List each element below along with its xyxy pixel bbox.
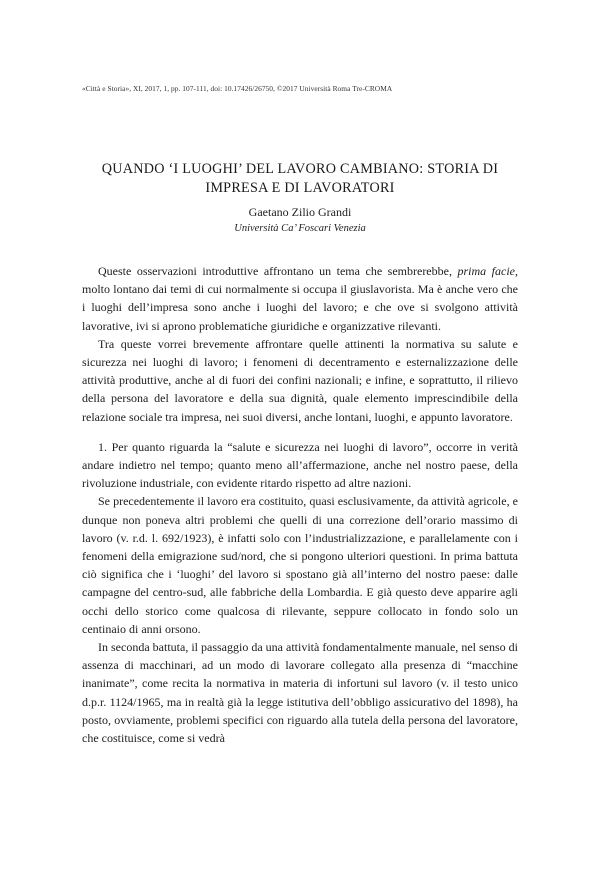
article-body <box>82 262 518 747</box>
running-head-citation: «Città e Storia», XI, 2017, 1, pp. 107-111, doi: 10.17426/26750, ©2017 Università Roma Tre-CROMA <box>82 84 393 93</box>
author-affiliation: Università Ca’ Foscari Venezia <box>234 223 366 234</box>
paragraph-topics: Tra queste vorrei brevemente affrontare quelle attinenti la normativa su salute e sicurezza nei luoghi di lavoro; i fenomeni di decentramento e esternalizzazione delle attività produttive, anche al di fuori dei confini nazionali; e infine, e soprattutto, il rilievo della persona del lavoratore e della sua dignità, quale elemento imprescindibile della relazione sociale tra impresa, nei suoi diversi, anche lontani, luoghi, e appunto lavoratore. <box>82 336 518 424</box>
paragraph-intro-after: , molto lontano dai temi di cui normalmente si occupa il giuslavorista. Ma è anche vero che i luoghi dell’impresa sono anche i luoghi del lavoro; e che ove si svolgono attività lavorative, ivi si aprono problematiche giuridiche e organizzative rilevanti. <box>82 264 518 333</box>
paragraph-industrialization: Se precedentemente il lavoro era costituito, quasi esclusivamente, da attività agricole, e dunque non poneva altri problemi che quelli di una correzione dell’orario massimo di lavoro (v. r.d. l. 692/1923), è infatti solo con l’industrializzazione, e parallelamente con i fenomeni della emigrazione sud/nord, che si pongono ulteriori questioni. In prima battuta ciò significa che i ‘luoghi’ del lavoro si spostano già all’interno del nostro paese: dalle campagne del centro-sud, alle fabbriche della Lombardia. E già questo deve apparire agli occhi dello storico come qualcosa di rilevante, seppure collocato in fondo solo un centinaio di anni orsono. <box>82 494 518 636</box>
article-title-line-1: QUANDO ‘I LUOGHI’ DEL LAVORO CAMBIANO: STORIA DI <box>101 161 499 177</box>
author-name: Gaetano Zilio Grandi <box>248 205 352 219</box>
paragraph-section-1: 1. Per quanto riguarda la “salute e sicurezza nei luoghi di lavoro”, occorre in verità andare indietro nel tempo; quanto meno all’affermazione, anche nel nostro paese, della rivoluzione industriale, con evidente ritardo rispetto ad altre nazioni. <box>82 439 518 491</box>
article-title <box>82 160 518 198</box>
emphasis-prima-facie: prima facie <box>457 264 515 278</box>
paragraph-machines: In seconda battuta, il passaggio da una attività fondamentalmente manuale, nel senso di assenza di macchinari, ad un modo di lavorare collegato alla presenza di “macchine inanimate”, come recita la normativa in materia di infortuni sul lavoro (v. il testo unico d.p.r. 1124/1965, ma in realtà già la legge istitutiva dell’obbligo assicurativo del 1898), ha posto, ovviamente, problemi specifici con riguardo alla tutela della persona del lavoratore, che costituisce, come si vedrà <box>82 640 518 746</box>
article-title-line-2: IMPRESA E DI LAVORATORI <box>205 180 395 196</box>
paragraph-intro-before: Queste osservazioni introduttive affrontano un tema che sembrerebbe, <box>98 264 458 278</box>
paragraph-intro <box>82 262 518 335</box>
